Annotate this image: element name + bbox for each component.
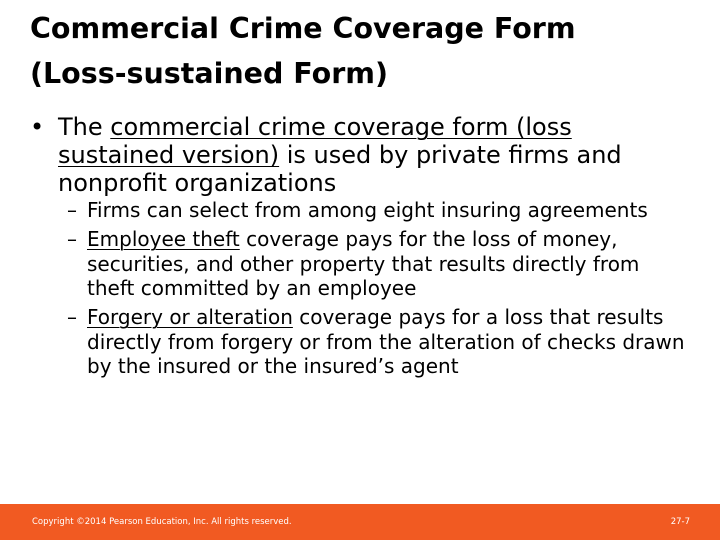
slide-title-line-2: (Loss-sustained Form) bbox=[30, 57, 388, 90]
dash-marker: – bbox=[67, 227, 77, 251]
forgery-alteration-description: coverage pays for a loss that results directly from forgery or from the alteration of checks drawn by the insured or the insured’s agent bbox=[87, 305, 685, 378]
main-bullet-pre: The bbox=[58, 113, 111, 141]
sub-bullet-employee-theft bbox=[67, 227, 687, 301]
main-bullet-text bbox=[58, 113, 680, 197]
slide-title bbox=[30, 6, 700, 96]
copyright-text: Copyright ©2014 Pearson Education, Inc. All rights reserved. bbox=[32, 517, 292, 527]
dash-marker: – bbox=[67, 305, 77, 329]
sub-bullet-list bbox=[67, 198, 687, 383]
term-forgery-alteration: Forgery or alteration bbox=[87, 305, 293, 329]
sub-bullet-text bbox=[87, 227, 687, 301]
main-bullet bbox=[30, 113, 680, 197]
bullet-marker: • bbox=[30, 113, 45, 141]
footer-bar bbox=[0, 504, 720, 540]
dash-marker: – bbox=[67, 198, 77, 222]
main-bullet-term: commercial crime coverage form (loss sustained version) bbox=[58, 113, 572, 169]
sub-bullet-text bbox=[87, 305, 687, 379]
sub-bullet-insuring-agreements bbox=[67, 198, 687, 223]
page-number: 27-7 bbox=[670, 517, 690, 527]
sub-bullet-text: Firms can select from among eight insuring agreements bbox=[87, 198, 648, 222]
employee-theft-description: coverage pays for the loss of money, securities, and other property that results directly from theft committed by an employee bbox=[87, 227, 640, 300]
term-employee-theft: Employee theft bbox=[87, 227, 240, 251]
sub-bullet-forgery-alteration bbox=[67, 305, 687, 379]
slide-title-line-1: Commercial Crime Coverage Form bbox=[30, 12, 576, 45]
main-bullet-post: is used by private firms and nonprofit organizations bbox=[58, 141, 622, 197]
